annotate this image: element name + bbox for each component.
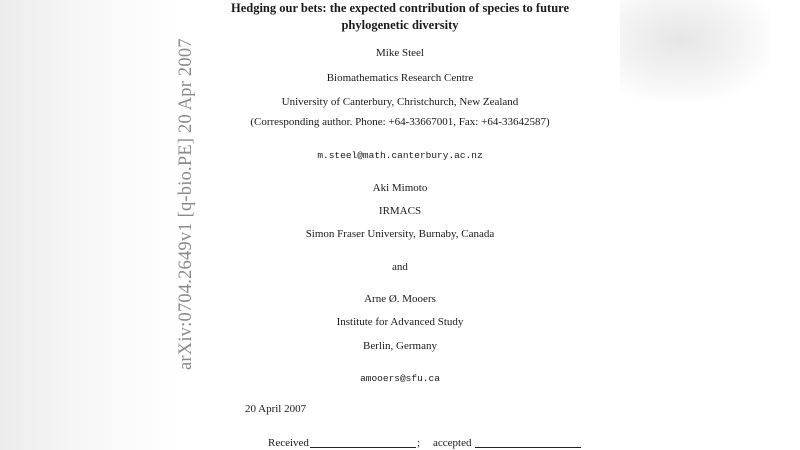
author-name: Arne Ø. Mooers	[364, 293, 436, 305]
received-blank	[310, 447, 416, 448]
conjunction: and	[392, 261, 408, 273]
separator: ;	[417, 437, 421, 449]
author-name: Aki Mimoto	[372, 182, 428, 194]
background-shadow	[620, 0, 770, 100]
author-email[interactable]: amooers@sfu.ca	[360, 373, 440, 384]
title-line-1: Hedging our bets: the expected contribution of species to future	[230, 1, 570, 15]
author-address: University of Canterbury, Christchurch, New Zealand	[281, 96, 519, 108]
accepted-label: accepted	[433, 437, 472, 449]
paper-title	[180, 0, 620, 34]
author-address: Berlin, Germany	[363, 340, 437, 352]
author-affiliation: Institute for Advanced Study	[336, 316, 464, 328]
corresponding-note: (Corresponding author. Phone: +64-33667001, Fax: +64-33642587)	[250, 116, 550, 128]
author-name: Mike Steel	[376, 47, 424, 59]
author-address: Simon Fraser University, Burnaby, Canada	[305, 228, 495, 240]
accepted-blank	[475, 447, 581, 448]
author-email[interactable]: m.steel@math.canterbury.ac.nz	[317, 150, 483, 161]
author-affiliation: Biomathematics Research Centre	[326, 72, 474, 84]
paper-date: 20 April 2007	[245, 403, 307, 415]
author-affiliation: IRMACS	[378, 205, 422, 217]
background-left	[0, 0, 180, 450]
title-line-2: phylogenetic diversity	[341, 18, 459, 32]
received-label: Received	[268, 437, 309, 449]
arxiv-stamp: arXiv:0704.2649v1 [q-bio.PE] 20 Apr 2007	[176, 38, 196, 370]
